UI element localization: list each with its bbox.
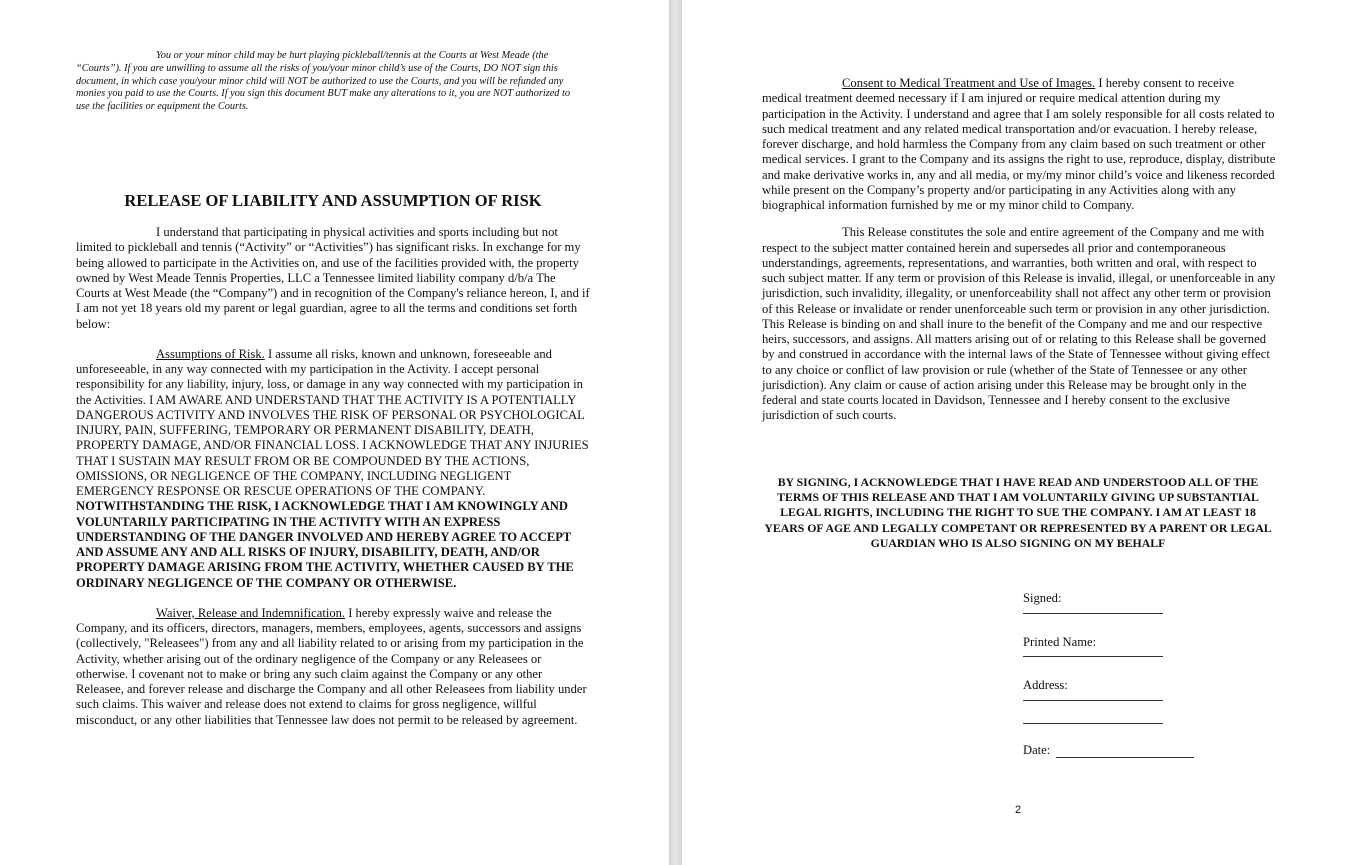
entire-agreement-paragraph: This Release constitutes the sole and entire agreement of the Company and me with respect to the subject matter contained herein and supersedes all prior and contemporaneous understandings, agreements, representations, and warranties, both written and oral, with respect to such subject matter. If any term or provision of this Release is invalid, illegal, or unenforceable in any jurisdiction, such invalidity, illegality, or unenforceability shall not affect any other term or provision of this Release or invalidate or render unenforceable such term or provision in any other jurisdiction. This Release is binding on and shall inure to the benefit of the Company and me and our respective heirs, successors, and assigns. All matters arising out of or relating to this Release shall be governed by and construed in accordance with the internal laws of the State of Tennessee without giving effect to any choice or conflict of law provision or rule (whether of the State of Tennessee or any other jurisdiction). Any claim or cause of action arising under this Release may be brought only in the federal and state courts located in Davidson, Tennessee and I hereby consent to the exclusive jurisdiction of such courts.	[762, 225, 1276, 423]
intro-paragraph: I understand that participating in physical activities and sports including but not limited to pickleball and tennis (“Activity” or “Activities”) has significant risks. In exchange for my being allowed to participate in the Activities on, and use of the facilities provided with, the property owned by West Meade Tennis Properties, LLC a Tennessee limited liability company d/b/a The Courts at West Meade (the “Company”) and in recognition of the Company's reliance hereon, I, and if I am not yet 18 years old my parent or legal guardian, agree to all the terms and conditions set forth below:	[76, 225, 590, 331]
risk-heading: Assumptions of Risk.	[156, 346, 265, 361]
page-number: 2	[1015, 804, 1022, 816]
waiver-heading: Waiver, Release and Indemnification.	[156, 605, 346, 620]
page-separator	[669, 0, 682, 865]
address-line-1[interactable]	[1023, 700, 1163, 701]
acknowledgment: BY SIGNING, I ACKNOWLEDGE THAT I HAVE READ AND UNDERSTOOD ALL OF THE TERMS OF THIS RELEASE AND THAT I AM VOLUNTARILY GIVING UP SUBSTANTIAL LEGAL RIGHTS, INCLUDING THE RIGHT TO SUE THE COMPANY. I AM AT LEAST 18 YEARS OF AGE AND LEGALLY COMPETANT OR REPRESENTED BY A PARENT OR LEGAL GUARDIAN WHO IS ALSO SIGNING ON MY BEHALF	[764, 475, 1272, 550]
address-label: Address:	[1023, 678, 1068, 692]
signature-line[interactable]	[1023, 613, 1163, 614]
signed-label: Signed:	[1023, 591, 1062, 605]
date-line[interactable]	[1056, 744, 1194, 758]
page-1	[0, 0, 669, 865]
page2-body	[762, 76, 1276, 424]
consent-heading: Consent to Medical Treatment and Use of Images.	[842, 76, 1096, 90]
printed-name-line[interactable]	[1023, 656, 1163, 657]
assumption-of-risk-paragraph: Assumptions of Risk. I assume all risks, known and unknown, foreseeable and unforeseeable, in any way connected with my participation in the Activity. I accept personal responsibility for any liability, injury, loss, or damage in any way connected with my participation in the Activities. I AM AWARE AND UNDERSTAND THAT THE ACTIVITY IS A POTENTIALLY DANGEROUS ACTIVITY AND INVOLVES THE RISK OF PERSONAL OR PSYCHOLOGICAL INJURY, PAIN, SUFFERING, TEMPORARY OR PERMANENT DISABILITY, DEATH, PROPERTY DAMAGE, AND/OR FINANCIAL LOSS. I ACKNOWLEDGE THAT ANY INJURIES THAT I SUSTAIN MAY RESULT FROM OR BE COMPOUNDED BY THE ACTIONS, OMISSIONS, OR NEGLIGENCE OF THE COMPANY, INCLUDING NEGLIGENT EMERGENCY RESPONSE OR RESCUE OPERATIONS OF THE COMPANY. NOTWITHSTANDING THE RISK, I ACKNOWLEDGE THAT I AM KNOWINGLY AND VOLUNTARILY PARTICIPATING IN THE ACTIVITY WITH AN EXPRESS UNDERSTANDING OF THE DANGER INVOLVED AND HEREBY AGREE TO ACCEPT AND ASSUME ANY AND ALL RISKS OF INJURY, DISABILITY, DEATH, AND/OR PROPERTY DAMAGE ARISING FROM THE ACTIVITY, WHETHER CAUSED BY THE ORDINARY NEGLIGENCE OF THE COMPANY OR OTHERWISE.	[76, 346, 589, 590]
printed-name-label: Printed Name:	[1023, 635, 1097, 649]
date-label: Date:	[1023, 743, 1051, 757]
waiver-paragraph: Waiver, Release and Indemnification. I hereby expressly waive and release the Company, and its officers, directors, managers, members, employees, agents, successors and assigns (collectively, "Releasees") from any and all liability related to or arising from my participation in the Activity, whether arising out of the ordinary negligence of the Company or any Releasees or otherwise. I covenant not to make or bring any such claim against the Company or any other Releasee, and forever release and discharge the Company and all other Releasees from liability under such claims. This waiver and release does not extend to claims for gross negligence, willful misconduct, or any other liabilities that Tennessee law does not permit to be released by agreement.	[76, 605, 587, 727]
document-title: RELEASE OF LIABILITY AND ASSUMPTION OF RISK	[124, 191, 542, 210]
page1-body	[76, 225, 590, 728]
address-line-2[interactable]	[1023, 723, 1163, 724]
warning-notice: You or your minor child may be hurt playing pickleball/tennis at the Courts at West Meade (the “Courts”). If you are unwilling to assume all the risks of you/your minor child’s use of the Courts, DO NOT sign this document, in which case you/your minor child will NOT be authorized to use the Courts, and you will be refunded any monies you paid to use the Courts. If you sign this document BUT make any alterations to it, you are NOT authorized to use the facilities or equipment the Courts.	[76, 50, 571, 113]
consent-paragraph: Consent to Medical Treatment and Use of Images. I hereby consent to receive medical treatment deemed necessary if I am injured or require medical attention during my participation in the Activity. I understand and agree that I am solely responsible for all costs related to such medical treatment and any related medical transportation and/or evacuation. I hereby release, forever discharge, and hold harmless the Company from any claim based on such treatment or other medical services. I grant to the Company and its assigns the right to use, reproduce, display, distribute and make derivative works in, any and all media, or my/my minor child’s voice and likeness recorded while present on the Company’s property and/or participating in any Activities along with any biographical information furnished by me or my minor child to Company.	[762, 76, 1276, 212]
